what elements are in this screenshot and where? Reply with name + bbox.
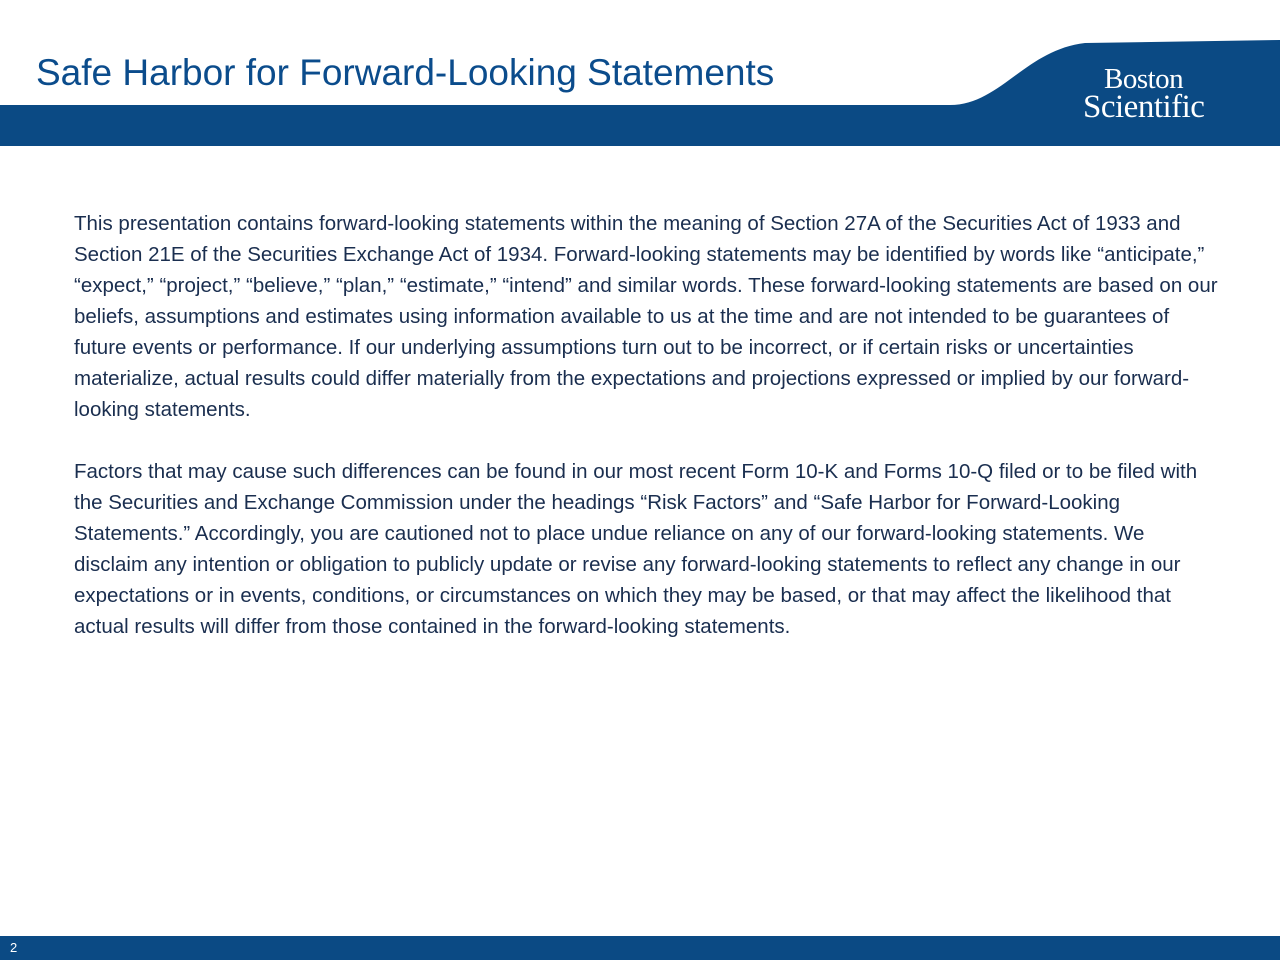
disclaimer-paragraph-1: This presentation contains forward-looking statements within the meaning of Section 27A of the Securities Act of 1933 and Section 21E of the Securities Exchange Act of 1934. Forward-looking statements may be identified by words like “anticipate,” “expect,” “project,” “believe,” “plan,” “estimate,” “intend” and similar words. These forward-looking statements are based on our beliefs, assumptions and estimates using information available to us at the time and are not intended to be guarantees of future events or performance. If our underlying assumptions turn out to be incorrect, or if certain risks or uncertainties materialize, actual results could differ materially from the expectations and projections expressed or implied by our forward-looking statements. xyxy=(74,212,1218,421)
footer-bar xyxy=(0,936,1280,960)
disclaimer-body xyxy=(74,208,1224,642)
disclaimer-paragraph-2: Factors that may cause such differences can be found in our most recent Form 10-K and Forms 10-Q filed or to be filed with the Securities and Exchange Commission under the headings “Risk Factors” and “Safe Harbor for Forward-Looking Statements.” Accordingly, you are cautioned not to place undue reliance on any of our forward-looking statements. We disclaim any intention or obligation to publicly update or revise any forward-looking statements to reflect any change in our expectations or in events, conditions, or circumstances on which they may be based, or that may affect the likelihood that actual results will differ from those contained in the forward-looking statements. xyxy=(74,460,1198,638)
page-number: 2 xyxy=(10,940,18,955)
boston-scientific-logo xyxy=(1078,63,1238,125)
logo-line-1: Boston xyxy=(1104,63,1184,95)
logo-line-2: Scientific xyxy=(1083,89,1205,125)
slide-title: Safe Harbor for Forward-Looking Statements xyxy=(36,52,775,93)
slide-header xyxy=(0,0,1280,150)
